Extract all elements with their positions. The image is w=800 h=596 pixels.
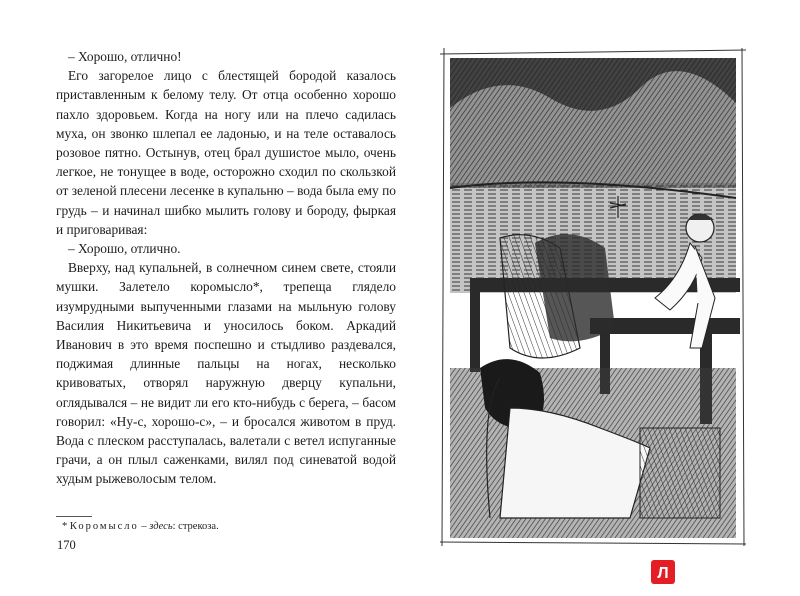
publisher-logo-letter: Л — [657, 565, 669, 582]
footnote-italic: здесь — [149, 521, 173, 532]
paragraph: Его загорелое лицо с блестящей бородой казалось приставленным к белому телу. От отца особенно хорошо пахло здоровьем. Когда на ногу или на плечо садилась муха, он звонко шлепал ее ладонью, и на теле оставалось розовое пятно. Остынув, отец брал душистое мыло, очень легкое, не тонущее в воде, осторожно сходил по скользкой от зеленой плесени лесенке в купальню – вода была ему по грудь – и начинал шибко мылить голову и бороду, фыркая и приговаривая: — [56, 68, 396, 237]
footnote-marker: * — [62, 521, 68, 532]
footnote-dash: – — [138, 521, 150, 532]
footnote-term: Коромысло — [69, 521, 139, 532]
left-page — [56, 47, 396, 567]
illustration — [440, 48, 746, 546]
paragraph: Вверху, над купальней, в солнечном синем свете, стояли мушки. Залетело коромысло*, трепеща глядело изумрудными выпученными глазами на мыльную голову Василия Никитьевича и уносилось боком. Аркадий Иванович в это время поспешно и стыдливо раздевался, поджимая длинные пальцы на ногах, несколько кривоватых, отворял наружную дверцу купальни, оглядывался – не видит ли его кто-нибудь с берега, – басом говорил: «Ну-с, хорошо-с», – и бросался животом в пруд. Вода с плеском расступалась, валетали с ветел испуганные грачи, а он плыл саженками, вилял под синеватой водой худым рыжеволосым телом. — [56, 260, 396, 487]
footnote-divider — [56, 516, 92, 517]
illustration-icon — [440, 48, 746, 546]
page-number: 170 — [57, 538, 76, 552]
footnote-rest: : стрекоза. — [172, 521, 219, 532]
paragraph: – Хорошо, отлично! — [68, 49, 182, 64]
body-text — [56, 47, 396, 489]
publisher-logo — [651, 560, 675, 584]
footnote — [62, 521, 219, 532]
paragraph: – Хорошо, отлично. — [68, 241, 181, 257]
